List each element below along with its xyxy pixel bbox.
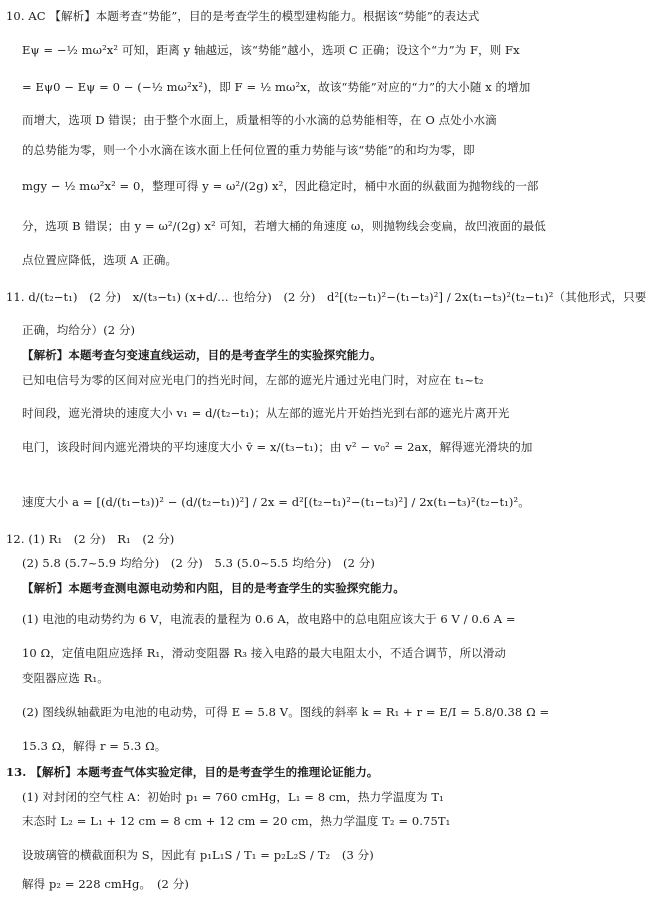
text-line-12-6: (2) 图线纵轴截距为电池的电动势，可得 E = 5.8 V。图线的斜率 k = R₁ + r = E/I = 5.8/0.38 Ω = [22, 705, 550, 719]
text-line-11-6: 速度大小 a = [(d/(t₁−t₃))² − (d/(t₂−t₁))²] / 2x = d²[(t₂−t₁)²−(t₁−t₃)²] / 2x(t₁−t₃)²(t₂−t₁)²。 [22, 495, 530, 509]
text-line-11-4: 时间段，遮光滑块的速度大小 v₁ = d/(t₂−t₁)；从左部的遮光片开始挡光到右部的遮光片离开光 [22, 406, 510, 420]
text-line-13-1: 13. 【解析】本题考查气体实验定律，目的是考查学生的推理论证能力。 [6, 765, 379, 779]
text-line-10-7: 分，选项 B 错误；由 y = ω²/(2g) x² 可知，若增大桶的角速度 ω，则抛物线会变扁，故凹液面的最低 [22, 219, 546, 233]
text-line-13-4: 设玻璃管的横截面积为 S，因此有 p₁L₁S / T₁ = p₂L₂S / T₂ (3 分) [22, 848, 374, 862]
text-line-12-7: 15.3 Ω，解得 r = 5.3 Ω。 [22, 739, 167, 753]
text-line-11-5: 电门，该段时间内遮光滑块的平均速度大小 v̄ = x/(t₃−t₁)；由 v² − v₀² = 2ax，解得遮光滑块的加 [22, 440, 533, 454]
text-line-13-2: (1) 对封闭的空气柱 A：初始时 p₁ = 760 cmHg，L₁ = 8 cm，热力学温度为 T₁ [22, 790, 444, 804]
text-line-10-4: 而增大，选项 D 错误；由于整个水面上，质量相等的小水滴的总势能相等，在 O 点处小水滴 [22, 113, 497, 127]
text-line-12-4: 10 Ω，定值电阻应选择 R₁，滑动变阻器 R₃ 接入电路的最大电阻太小，不适合调节，所以滑动 [22, 646, 507, 660]
text-line-10-8: 点位置应降低，选项 A 正确。 [22, 253, 178, 267]
text-line-12-1: 12. (1) R₁ (2 分) R₁ (2 分) [6, 532, 175, 546]
analysis-heading-12: 【解析】本题考查测电源电动势和内阻，目的是考查学生的实验探究能力。 [22, 581, 405, 595]
text-line-10-3: = Eψ0 − Eψ = 0 − (−½ mω²x²)，即 F = ½ mω²x，故该“势能”对应的“力”的大小随 x 的增加 [22, 80, 531, 94]
text-line-11-3: 已知电信号为零的区间对应光电门的挡光时间，左部的遮光片通过光电门时，对应在 t₁~t₂ [22, 373, 484, 387]
text-line-11-2: 正确，均给分）(2 分) [22, 323, 136, 337]
text-line-10-2: Eψ = −½ mω²x² 可知，距离 y 轴越远，该“势能”越小，选项 C 正确；设这个“力”为 F，则 Fx [22, 43, 520, 57]
text-line-11-1: 11. d/(t₂−t₁) (2 分) x/(t₃−t₁) (x+d/… 也给分) (2 分) d²[(t₂−t₁)²−(t₁−t₃)²] / 2x(t₁−t₃)²(t₂−t₁)²（其他形式，只要 [6, 290, 646, 304]
text-line-13-3: 末态时 L₂ = L₁ + 12 cm = 8 cm + 12 cm = 20 cm，热力学温度 T₂ = 0.75T₁ [22, 814, 451, 828]
text-line-10-5: 的总势能为零，则一个小水滴在该水面上任何位置的重力势能与该“势能”的和均为零，即 [22, 143, 475, 157]
text-line-12-2: (2) 5.8 (5.7~5.9 均给分) (2 分) 5.3 (5.0~5.5 均给分) (2 分) [22, 556, 376, 570]
text-line-13-5: 解得 p₂ = 228 cmHg。 (2 分) [22, 877, 189, 891]
text-line-10-1: 10. AC 【解析】本题考查“势能”，目的是考查学生的模型建构能力。根据该“势能”的表达式 [6, 9, 480, 23]
text-line-10-6: mgy − ½ mω²x² = 0，整理可得 y = ω²/(2g) x²，因此稳定时，桶中水面的纵截面为抛物线的一部 [22, 179, 539, 193]
analysis-heading-11: 【解析】本题考查匀变速直线运动，目的是考查学生的实验探究能力。 [22, 348, 382, 362]
text-line-12-3: (1) 电池的电动势约为 6 V，电流表的量程为 0.6 A，故电路中的总电阻应该大于 6 V / 0.6 A = [22, 612, 516, 626]
text-line-12-5: 变阻器应选 R₁。 [22, 671, 109, 685]
